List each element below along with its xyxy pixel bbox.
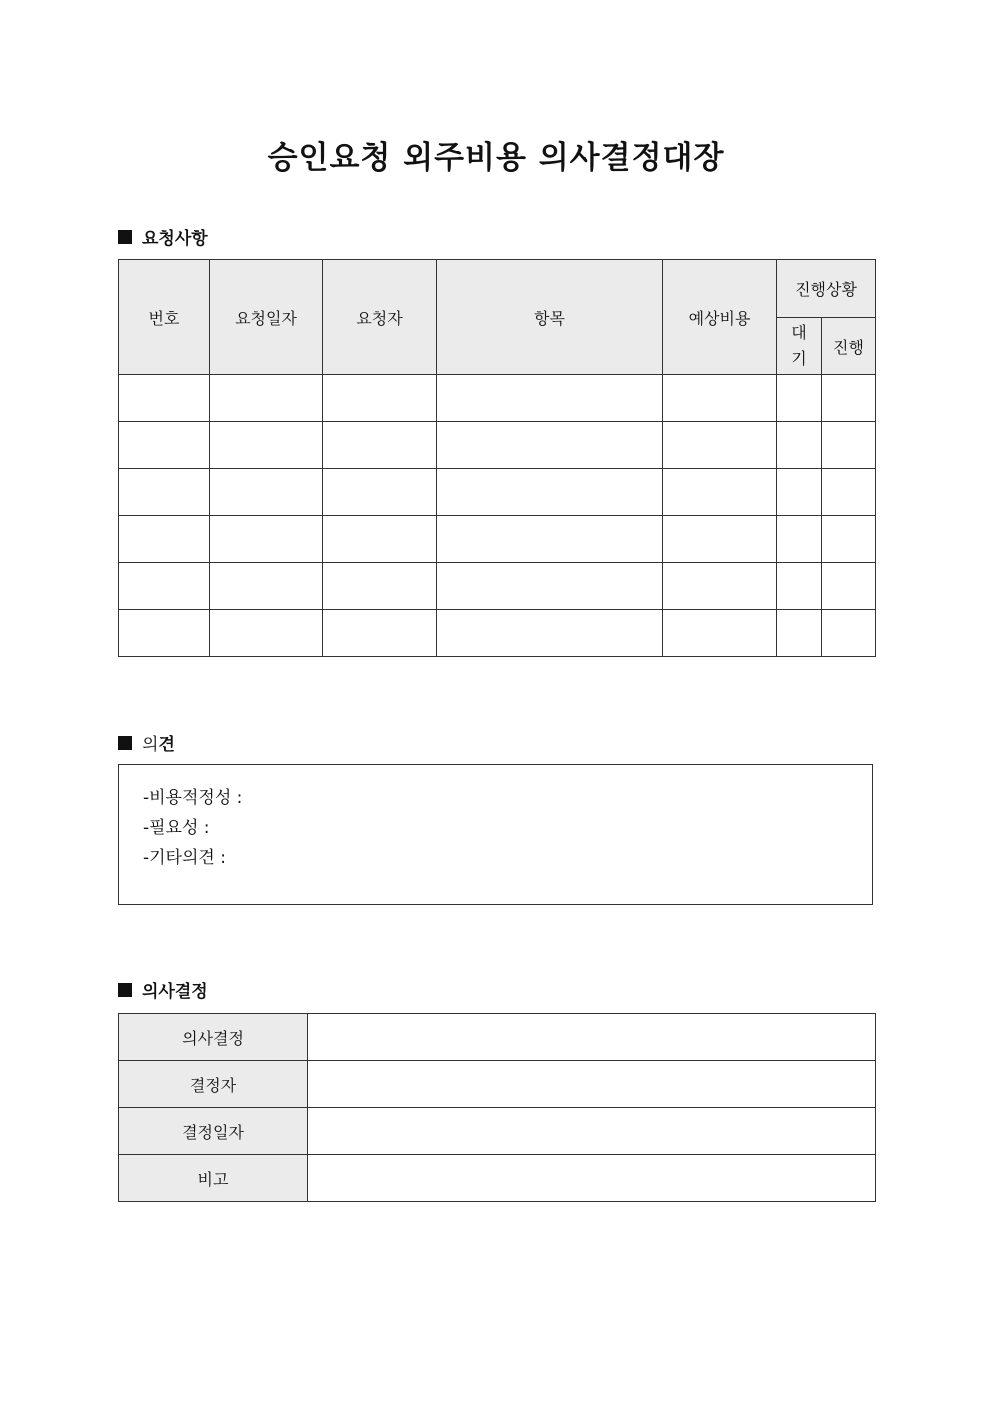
- opinion-box[interactable]: [118, 764, 873, 905]
- cell-item[interactable]: [437, 563, 663, 610]
- cell-request-date[interactable]: [210, 469, 323, 516]
- header-item: 항목: [437, 260, 663, 375]
- square-bullet-icon: [118, 230, 132, 244]
- cell-waiting[interactable]: [777, 516, 822, 563]
- cell-requester[interactable]: [323, 469, 437, 516]
- cell-request-date[interactable]: [210, 563, 323, 610]
- cell-estimated-cost[interactable]: [663, 610, 777, 657]
- header-requester: 요청자: [323, 260, 437, 375]
- request-section-heading-label: 요청사항: [142, 229, 208, 249]
- cell-estimated-cost[interactable]: [663, 516, 777, 563]
- request-table: [118, 259, 876, 657]
- cell-estimated-cost[interactable]: [663, 422, 777, 469]
- cell-waiting[interactable]: [777, 469, 822, 516]
- table-row: [119, 516, 876, 563]
- opinion-section-heading-label: [142, 730, 175, 755]
- cell-estimated-cost[interactable]: [663, 375, 777, 422]
- cell-requester[interactable]: [323, 610, 437, 657]
- cell-in-progress[interactable]: [822, 469, 876, 516]
- remarks-label: 비고: [119, 1155, 308, 1202]
- cell-waiting[interactable]: [777, 375, 822, 422]
- decision-value[interactable]: [308, 1014, 876, 1061]
- cell-waiting[interactable]: [777, 610, 822, 657]
- decision-maker-row: [119, 1061, 876, 1108]
- cell-waiting[interactable]: [777, 422, 822, 469]
- request-section-heading: [118, 224, 208, 249]
- cell-number[interactable]: [119, 375, 210, 422]
- cell-number[interactable]: [119, 422, 210, 469]
- cell-number[interactable]: [119, 516, 210, 563]
- cell-request-date[interactable]: [210, 422, 323, 469]
- cell-item[interactable]: [437, 516, 663, 563]
- cell-in-progress[interactable]: [822, 563, 876, 610]
- decision-section-heading: [118, 977, 208, 1002]
- cell-in-progress[interactable]: [822, 516, 876, 563]
- decision-label: 의사결정: [119, 1014, 308, 1061]
- decision-row: [119, 1014, 876, 1061]
- opinion-line-cost-adequacy: -비용적정성 :: [143, 788, 243, 808]
- opinion-section-heading: [118, 730, 175, 755]
- cell-in-progress[interactable]: [822, 422, 876, 469]
- cell-item[interactable]: [437, 422, 663, 469]
- decision-date-label: 결정일자: [119, 1108, 308, 1155]
- header-progress-status: 진행상황: [777, 260, 876, 318]
- cell-waiting[interactable]: [777, 563, 822, 610]
- cell-requester[interactable]: [323, 516, 437, 563]
- page-title: 승인요청 외주비용 의사결정대장: [267, 140, 725, 176]
- table-row: [119, 563, 876, 610]
- decision-section-heading-label: 의사결정: [142, 982, 208, 1002]
- decision-date-value[interactable]: [308, 1108, 876, 1155]
- cell-number[interactable]: [119, 610, 210, 657]
- cell-item[interactable]: [437, 469, 663, 516]
- square-bullet-icon: [118, 736, 132, 750]
- cell-item[interactable]: [437, 610, 663, 657]
- cell-request-date[interactable]: [210, 610, 323, 657]
- header-in-progress: 진행: [822, 318, 876, 375]
- decision-maker-label: 결정자: [119, 1061, 308, 1108]
- square-bullet-icon: [118, 983, 132, 997]
- remarks-value[interactable]: [308, 1155, 876, 1202]
- decision-maker-value[interactable]: [308, 1061, 876, 1108]
- header-estimated-cost: 예상비용: [663, 260, 777, 375]
- table-row: [119, 610, 876, 657]
- table-row: [119, 375, 876, 422]
- cell-requester[interactable]: [323, 375, 437, 422]
- decision-table: [118, 1013, 876, 1202]
- cell-item[interactable]: [437, 375, 663, 422]
- cell-estimated-cost[interactable]: [663, 563, 777, 610]
- cell-request-date[interactable]: [210, 375, 323, 422]
- opinion-heading-suffix: 견: [158, 735, 175, 755]
- cell-number[interactable]: [119, 563, 210, 610]
- table-row: [119, 469, 876, 516]
- header-waiting-label: 대기: [791, 323, 807, 368]
- header-waiting: [777, 318, 822, 375]
- opinion-heading-prefix: 의: [142, 735, 159, 755]
- cell-in-progress[interactable]: [822, 375, 876, 422]
- cell-requester[interactable]: [323, 563, 437, 610]
- header-request-date: 요청일자: [210, 260, 323, 375]
- table-row: [119, 422, 876, 469]
- cell-request-date[interactable]: [210, 516, 323, 563]
- cell-estimated-cost[interactable]: [663, 469, 777, 516]
- cell-number[interactable]: [119, 469, 210, 516]
- header-number: 번호: [119, 260, 210, 375]
- cell-in-progress[interactable]: [822, 610, 876, 657]
- decision-date-row: [119, 1108, 876, 1155]
- remarks-row: [119, 1155, 876, 1202]
- cell-requester[interactable]: [323, 422, 437, 469]
- opinion-line-necessity: -필요성 :: [143, 818, 210, 838]
- opinion-line-other: -기타의견 :: [143, 848, 226, 868]
